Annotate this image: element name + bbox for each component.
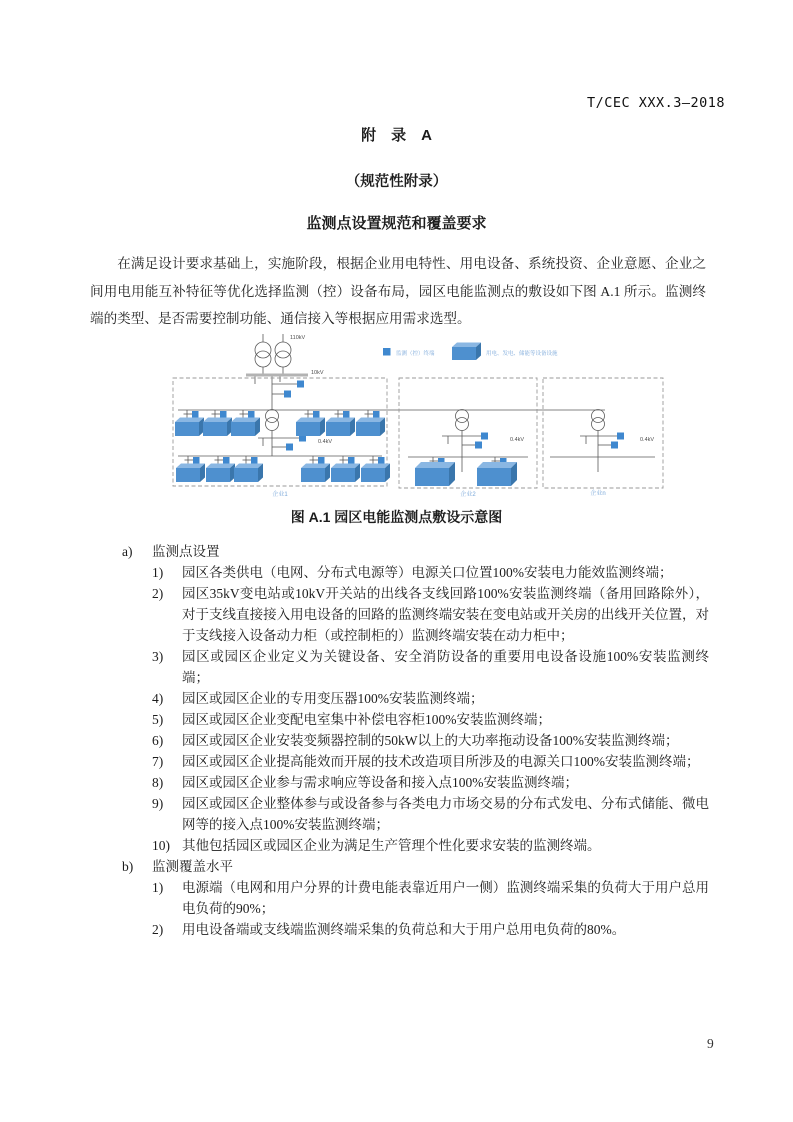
figure-a1 bbox=[150, 332, 710, 500]
list-item bbox=[152, 709, 793, 730]
load-device bbox=[203, 410, 232, 436]
section-b-items bbox=[0, 877, 793, 940]
load-device bbox=[477, 457, 517, 486]
section-b-marker: b) bbox=[122, 859, 134, 874]
load-device bbox=[175, 410, 204, 436]
list-item-number: 6) bbox=[152, 733, 164, 748]
legend-equipment-label: 用电、发电、储能等设备设施 bbox=[486, 351, 558, 357]
list-item bbox=[152, 688, 793, 709]
page-number: 9 bbox=[707, 1036, 714, 1051]
list-item-text: 园区或园区企业安装变频器控制的50kW以上的大功率拖动设备100%安装监测终端； bbox=[182, 733, 679, 748]
list-item-number: 10) bbox=[152, 838, 170, 853]
list-item-number: 7) bbox=[152, 754, 164, 769]
list-item-text: 园区35kV变电站或10kV开关站的出线各支线回路100%安装监测终端（备用回路除外），对于支线直接接入用电设备的回路的监测终端安装在变电站或开关房的出线开关位置，对于支线接入设备动力柜（或控制柜的）监测终端安装在动力柜中； bbox=[182, 586, 709, 643]
list-item bbox=[152, 835, 793, 856]
list-item-number: 3) bbox=[152, 649, 164, 664]
list-item-text: 园区或园区企业参与需求响应等设备和接入点100%安装监测终端； bbox=[182, 775, 578, 790]
intro-paragraph: 在满足设计要求基础上，实施阶段，根据企业用电特性、用电设备、系统投资、企业意愿、企业之间用电用能互补特征等优化选择监测（控）设备布局，园区电能监测点的敷设如下图 A.1 所示。监测终端的类型、是否需要控制功能、通信接入等根据应用需求选型。 bbox=[90, 256, 706, 326]
voltage-110kv-label: 110kV bbox=[290, 335, 306, 341]
load-device bbox=[234, 456, 263, 482]
list-item-number: 8) bbox=[152, 775, 164, 790]
list-item-number: 2) bbox=[152, 922, 164, 937]
enterprise-n-box bbox=[543, 378, 663, 488]
list-item-text: 园区或园区企业整体参与或设备参与各类电力市场交易的分布式发电、分布式储能、微电网等的接入点100%安装监测终端； bbox=[182, 796, 709, 832]
enterprise-1-label: 企业1 bbox=[272, 492, 288, 498]
load-device bbox=[296, 410, 325, 436]
load-device bbox=[356, 410, 385, 436]
list-item-number: 1) bbox=[152, 565, 164, 580]
section-b-heading bbox=[122, 856, 793, 877]
voltage-04kv-en-label: 0.4kV bbox=[640, 437, 655, 443]
load-device bbox=[326, 410, 355, 436]
load-device bbox=[176, 456, 205, 482]
legend-equipment-icon bbox=[452, 343, 481, 361]
figure-caption: 图 A.1 园区电能监测点敷设示意图 bbox=[290, 509, 503, 525]
section-main-title: 监测点设置规范和覆盖要求 bbox=[306, 215, 487, 232]
list-item-number: 1) bbox=[152, 880, 164, 895]
list-item-text: 园区或园区企业的专用变压器100%安装监测终端； bbox=[182, 691, 484, 706]
list-item-text: 园区或园区企业变配电室集中补偿电容柜100%安装监测终端； bbox=[182, 712, 551, 727]
voltage-10kv-label: 10kV bbox=[311, 370, 324, 376]
list-item bbox=[152, 793, 793, 835]
voltage-04kv-e1-label: 0.4kV bbox=[318, 439, 333, 445]
appendix-subtitle: （规范性附录） bbox=[345, 174, 448, 190]
list-item bbox=[152, 751, 793, 772]
list-item-text: 用电设备端或支线端监测终端采集的负荷总和大于用户总用电负荷的80%。 bbox=[182, 922, 626, 937]
feeder-monitor-squares bbox=[284, 381, 624, 451]
section-b-title: 监测覆盖水平 bbox=[152, 859, 233, 874]
list-item bbox=[152, 919, 793, 940]
list-item bbox=[152, 562, 793, 583]
list-item-number: 2) bbox=[152, 586, 164, 601]
section-a-items bbox=[0, 562, 793, 856]
legend-monitor-label: 监测（控）终端 bbox=[396, 351, 435, 357]
list-item-text: 园区或园区企业定义为关键设备、安全消防设备的重要用电设备设施100%安装监测终端； bbox=[182, 649, 709, 685]
load-device bbox=[361, 456, 390, 482]
section-a-title: 监测点设置 bbox=[152, 544, 220, 559]
diagram-legend bbox=[383, 343, 558, 361]
load-device bbox=[206, 456, 235, 482]
appendix-title: 附 录 A bbox=[361, 127, 432, 144]
voltage-04kv-e2-label: 0.4kV bbox=[510, 437, 525, 443]
list-item-text: 园区或园区企业提高能效而开展的技术改造项目所涉及的电源关口100%安装监测终端； bbox=[182, 754, 700, 769]
list-item bbox=[152, 877, 793, 919]
load-device bbox=[331, 456, 360, 482]
list-item bbox=[152, 646, 793, 688]
list-item-text: 园区各类供电（电网、分布式电源等）电源关口位置100%安装电力能效监测终端； bbox=[182, 565, 673, 580]
legend-monitor-icon bbox=[383, 348, 391, 356]
list-item-number: 9) bbox=[152, 796, 164, 811]
section-a-marker: a) bbox=[122, 544, 133, 559]
list-item-text: 电源端（电网和用户分界的计费电能表靠近用户一侧）监测终端采集的负荷大于用户总用电负荷的90%； bbox=[182, 880, 709, 916]
list-item-number: 4) bbox=[152, 691, 164, 706]
load-device bbox=[231, 410, 260, 436]
list-item bbox=[152, 730, 793, 751]
section-a-heading bbox=[122, 541, 793, 562]
power-network-diagram bbox=[150, 332, 710, 500]
doc-number: T/CEC XXX.3—2018 bbox=[586, 95, 725, 111]
enterprise-n-label: 企业n bbox=[590, 491, 606, 497]
list-item bbox=[152, 772, 793, 793]
enterprise-2-label: 企业2 bbox=[460, 492, 476, 498]
list-item bbox=[152, 583, 793, 646]
load-device bbox=[301, 456, 330, 482]
list-item-number: 5) bbox=[152, 712, 164, 727]
load-device bbox=[415, 457, 455, 486]
requirements-section bbox=[0, 541, 793, 940]
list-item-text: 其他包括园区或园区企业为满足生产管理个性化要求安装的监测终端。 bbox=[182, 838, 601, 853]
